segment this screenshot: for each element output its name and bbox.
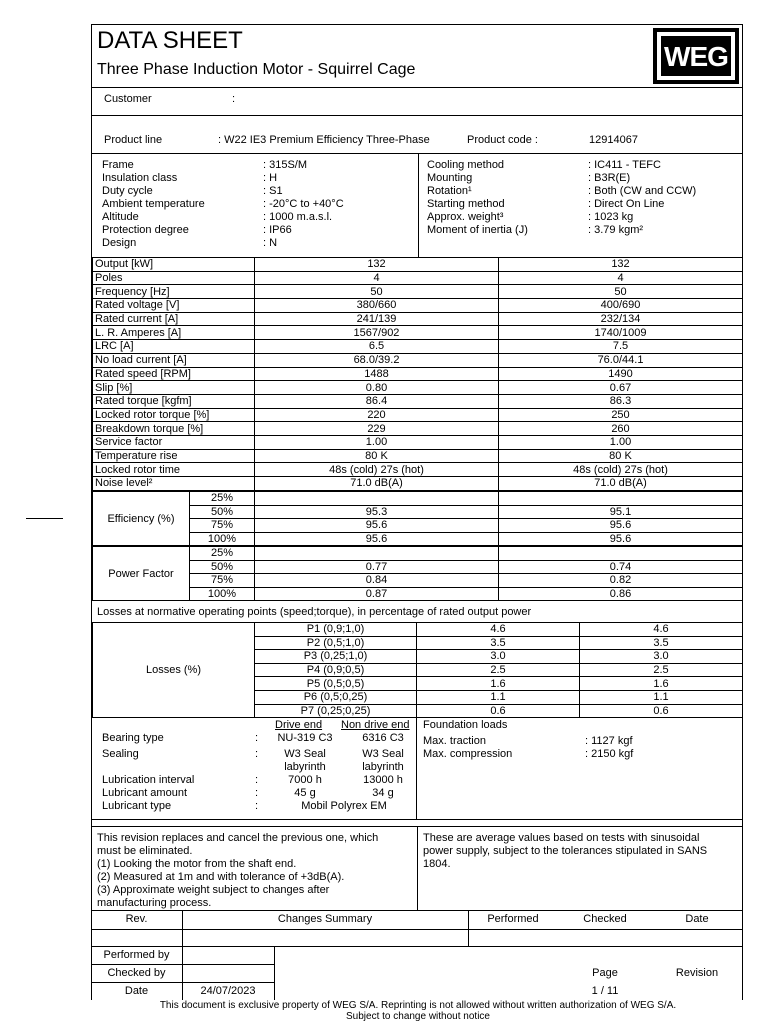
performance-row xyxy=(93,394,743,408)
power-factor-table xyxy=(92,546,743,601)
losses-label: Losses (%) xyxy=(93,623,255,718)
performance-label: No load current [A] xyxy=(93,353,255,367)
product-code-value: 12914067 xyxy=(589,134,638,146)
spec-value: : B3R(E) xyxy=(588,172,631,184)
performance-row xyxy=(93,285,743,299)
performance-value: 80 K xyxy=(255,449,499,463)
efficiency-label: Efficiency (%) xyxy=(93,492,190,546)
performance-row xyxy=(93,408,743,422)
spec-label: Insulation class xyxy=(102,172,178,184)
loss-point: P6 (0,5;0,25) xyxy=(255,690,417,704)
performed-header: Performed xyxy=(487,913,539,925)
bearing-de: NU-319 C3 xyxy=(277,732,333,744)
spec-value: : 3.79 kgm² xyxy=(588,224,644,236)
performance-label: Rated voltage [V] xyxy=(93,299,255,313)
loss-point: P1 (0,9;1,0) xyxy=(255,623,417,637)
load-label: 25% xyxy=(190,492,255,506)
lub-interval-label: Lubrication interval xyxy=(102,774,195,786)
performed-by-label: Performed by xyxy=(103,949,170,961)
performance-value: 1.00 xyxy=(499,435,743,449)
performance-row xyxy=(93,312,743,326)
loss-value: 0.6 xyxy=(417,704,580,718)
spec-label: Starting method xyxy=(427,198,505,210)
colon: : xyxy=(255,748,259,760)
efficiency-value: 95.1 xyxy=(499,505,743,519)
lub-type-label: Lubricant type xyxy=(102,800,172,812)
loss-value: 4.6 xyxy=(580,623,743,637)
performance-label: Temperature rise xyxy=(93,449,255,463)
logo-text: WEG xyxy=(664,41,728,72)
efficiency-value: 95.6 xyxy=(255,532,499,546)
note-line: manufacturing process. xyxy=(97,897,212,909)
performance-table xyxy=(92,257,743,491)
spec-label: Protection degree xyxy=(102,224,189,236)
date-header: Date xyxy=(685,913,709,925)
margin-mark xyxy=(26,518,63,519)
lub-amount-nde: 34 g xyxy=(372,787,394,799)
performance-value: 50 xyxy=(255,285,499,299)
efficiency-table xyxy=(92,491,743,546)
performance-value: 220 xyxy=(255,408,499,422)
performance-value: 48s (cold) 27s (hot) xyxy=(499,463,743,477)
product-line-label: Product line xyxy=(104,134,163,146)
loss-point: P4 (0,9;0,5) xyxy=(255,663,417,677)
customer-sep: : xyxy=(232,93,236,105)
date-label: Date xyxy=(124,985,149,997)
lub-amount-de: 45 g xyxy=(294,787,316,799)
performance-value: 1740/1009 xyxy=(499,326,743,340)
performance-row xyxy=(93,353,743,367)
performance-label: Poles xyxy=(93,271,255,285)
loss-value: 3.5 xyxy=(580,636,743,650)
spec-value: : Both (CW and CCW) xyxy=(588,185,697,197)
loss-value: 3.0 xyxy=(580,650,743,664)
performance-row xyxy=(93,299,743,313)
loss-value: 1.1 xyxy=(580,690,743,704)
spec-label: Rotation¹ xyxy=(427,185,472,197)
performance-row xyxy=(93,435,743,449)
performance-label: Rated speed [RPM] xyxy=(93,367,255,381)
performance-value: 6.5 xyxy=(255,340,499,354)
lub-type: Mobil Polyrex EM xyxy=(301,800,387,812)
load-label: 50% xyxy=(190,560,255,574)
performance-row xyxy=(93,340,743,354)
colon: : xyxy=(255,732,259,744)
performance-value: 0.67 xyxy=(499,381,743,395)
loss-value: 1.1 xyxy=(417,690,580,704)
performance-value: 132 xyxy=(255,258,499,272)
revision-label: Revision xyxy=(675,967,719,979)
performance-label: Slip [%] xyxy=(93,381,255,395)
load-label: 75% xyxy=(190,519,255,533)
performance-label: Locked rotor time xyxy=(93,463,255,477)
spec-label: Duty cycle xyxy=(102,185,153,197)
loss-value: 0.6 xyxy=(580,704,743,718)
product-code-label: Product code : xyxy=(467,134,538,146)
loss-point: P7 (0,25;0,25) xyxy=(255,704,417,718)
loss-value: 4.6 xyxy=(417,623,580,637)
performance-value: 1567/902 xyxy=(255,326,499,340)
sealing-label: Sealing xyxy=(102,748,139,760)
colon: : xyxy=(255,800,259,812)
foundation-title: Foundation loads xyxy=(423,719,508,731)
performance-value: 1488 xyxy=(255,367,499,381)
performance-value: 7.5 xyxy=(499,340,743,354)
page-subtitle: Three Phase Induction Motor - Squirrel Cage xyxy=(97,61,416,78)
performance-value: 71.0 dB(A) xyxy=(255,477,499,491)
performance-value: 86.4 xyxy=(255,394,499,408)
spec-label: Approx. weight³ xyxy=(427,211,504,223)
spec-label: Cooling method xyxy=(427,159,505,171)
pf-value: 0.87 xyxy=(255,587,499,601)
efficiency-value: 95.3 xyxy=(255,505,499,519)
performance-label: Service factor xyxy=(93,435,255,449)
date-value: 24/07/2023 xyxy=(200,985,256,997)
loss-value: 3.5 xyxy=(417,636,580,650)
loss-point: P2 (0,5;1,0) xyxy=(255,636,417,650)
performance-label: Rated torque [kgfm] xyxy=(93,394,255,408)
performance-value: 48s (cold) 27s (hot) xyxy=(255,463,499,477)
lub-interval-nde: 13000 h xyxy=(363,774,403,786)
pf-value: 0.82 xyxy=(499,574,743,588)
performance-value: 71.0 dB(A) xyxy=(499,477,743,491)
power-factor-label: Power Factor xyxy=(93,547,190,601)
spec-label: Frame xyxy=(102,159,134,171)
spec-value: : H xyxy=(263,172,278,184)
performance-value: 380/660 xyxy=(255,299,499,313)
customer-label: Customer xyxy=(104,93,152,105)
performance-value: 86.3 xyxy=(499,394,743,408)
sealing-de-1: W3 Seal xyxy=(284,748,326,760)
spec-value: : 1023 kg xyxy=(588,211,634,223)
performance-value: 4 xyxy=(499,271,743,285)
performance-label: L. R. Amperes [A] xyxy=(93,326,255,340)
losses-table xyxy=(92,622,743,718)
spec-label: Ambient temperature xyxy=(102,198,205,210)
spec-value: : S1 xyxy=(263,185,283,197)
sealing-nde-1: W3 Seal xyxy=(362,748,404,760)
performance-value: 260 xyxy=(499,422,743,436)
compression-label: Max. compression xyxy=(423,748,513,760)
efficiency-value: 95.6 xyxy=(499,532,743,546)
performance-label: Output [kW] xyxy=(93,258,255,272)
load-label: 25% xyxy=(190,547,255,561)
load-label: 75% xyxy=(190,574,255,588)
note-line: This revision replaces and cancel the previous one, which xyxy=(97,832,379,844)
changes-header: Changes Summary xyxy=(277,913,373,925)
performance-value: 0.80 xyxy=(255,381,499,395)
note-line: (3) Approximate weight subject to changes after xyxy=(97,884,330,896)
performance-label: Frequency [Hz] xyxy=(93,285,255,299)
performance-row xyxy=(93,449,743,463)
product-line-value: : W22 IE3 Premium Efficiency Three-Phase xyxy=(218,134,430,146)
performance-value: 1490 xyxy=(499,367,743,381)
loss-point: P3 (0,25;1,0) xyxy=(255,650,417,664)
note-line: (2) Measured at 1m and with tolerance of +3dB(A). xyxy=(97,871,345,883)
pf-value: 0.77 xyxy=(255,560,499,574)
performance-row xyxy=(93,381,743,395)
drive-end-header: Drive end xyxy=(275,719,323,731)
pf-value: 0.74 xyxy=(499,560,743,574)
spec-value: : IP66 xyxy=(263,224,292,236)
load-label: 100% xyxy=(190,532,255,546)
non-drive-end-header: Non drive end xyxy=(341,719,410,731)
bearing-nde: 6316 C3 xyxy=(362,732,404,744)
lub-interval-de: 7000 h xyxy=(288,774,322,786)
performance-value: 50 xyxy=(499,285,743,299)
performance-label: LRC [A] xyxy=(93,340,255,354)
performance-value: 400/690 xyxy=(499,299,743,313)
page-label: Page xyxy=(592,967,618,979)
performance-label: Noise level² xyxy=(93,477,255,491)
note-line: These are average values based on tests with sinusoidal xyxy=(423,832,700,844)
spec-label: Design xyxy=(102,237,137,249)
performance-value: 132 xyxy=(499,258,743,272)
performance-value: 1.00 xyxy=(255,435,499,449)
loss-value: 2.5 xyxy=(580,663,743,677)
spec-value: : -20°C to +40°C xyxy=(263,198,344,210)
performance-label: Rated current [A] xyxy=(93,312,255,326)
performance-row xyxy=(93,258,743,272)
pf-value: 0.84 xyxy=(255,574,499,588)
sealing-de-2: labyrinth xyxy=(284,761,326,773)
spec-value: : Direct On Line xyxy=(588,198,665,210)
spec-label: Altitude xyxy=(102,211,139,223)
performance-row xyxy=(93,326,743,340)
rev-header: Rev. xyxy=(125,913,148,925)
efficiency-value: 95.6 xyxy=(255,519,499,533)
performance-value: 241/139 xyxy=(255,312,499,326)
performance-value: 4 xyxy=(255,271,499,285)
traction-label: Max. traction xyxy=(423,735,486,747)
pf-value xyxy=(255,547,499,561)
performance-value: 232/134 xyxy=(499,312,743,326)
pf-value: 0.86 xyxy=(499,587,743,601)
pf-value xyxy=(499,547,743,561)
spec-label: Mounting xyxy=(427,172,473,184)
loss-value: 1.6 xyxy=(417,677,580,691)
performance-row xyxy=(93,367,743,381)
colon: : xyxy=(255,787,259,799)
note-line: (1) Looking the motor from the shaft end. xyxy=(97,858,297,870)
performance-label: Breakdown torque [%] xyxy=(93,422,255,436)
note-line: power supply, subject to the tolerances stipulated in SANS xyxy=(423,845,708,857)
performance-value: 80 K xyxy=(499,449,743,463)
page-value: 1 / 11 xyxy=(591,985,619,997)
footer-line-2: Subject to change without notice xyxy=(346,1011,490,1022)
losses-title: Losses at normative operating points (speed;torque), in percentage of rated output power xyxy=(97,606,532,618)
loss-value: 3.0 xyxy=(417,650,580,664)
loss-value: 2.5 xyxy=(417,663,580,677)
performance-row xyxy=(93,477,743,491)
spec-value: : 1000 m.a.s.l. xyxy=(263,211,333,223)
loss-point: P5 (0,5;0,5) xyxy=(255,677,417,691)
performance-row xyxy=(93,463,743,477)
performance-value: 76.0/44.1 xyxy=(499,353,743,367)
lub-amount-label: Lubricant amount xyxy=(102,787,187,799)
load-label: 50% xyxy=(190,505,255,519)
bearing-type-label: Bearing type xyxy=(102,732,164,744)
colon: : xyxy=(255,774,259,786)
load-label: 100% xyxy=(190,587,255,601)
efficiency-value: 95.6 xyxy=(499,519,743,533)
performance-value: 229 xyxy=(255,422,499,436)
spec-value: : 315S/M xyxy=(263,159,308,171)
weg-logo xyxy=(653,28,739,84)
performance-row xyxy=(93,422,743,436)
sealing-nde-2: labyrinth xyxy=(362,761,404,773)
compression-value: : 2150 kgf xyxy=(585,748,634,760)
loss-value: 1.6 xyxy=(580,677,743,691)
efficiency-value xyxy=(255,492,499,506)
efficiency-value xyxy=(499,492,743,506)
note-line: must be eliminated. xyxy=(97,845,193,857)
spec-value: : IC411 - TEFC xyxy=(588,159,661,171)
checked-by-label: Checked by xyxy=(107,967,166,979)
performance-row xyxy=(93,271,743,285)
spec-label: Moment of inertia (J) xyxy=(427,224,528,236)
checked-header: Checked xyxy=(583,913,627,925)
note-line: 1804. xyxy=(423,858,451,870)
spec-value: : N xyxy=(263,237,278,249)
page-title: DATA SHEET xyxy=(97,27,243,54)
performance-value: 68.0/39.2 xyxy=(255,353,499,367)
performance-value: 250 xyxy=(499,408,743,422)
traction-value: : 1127 kgf xyxy=(585,735,633,747)
performance-label: Locked rotor torque [%] xyxy=(93,408,255,422)
footer-line-1: This document is exclusive property of WEG S/A. Reprinting is not allowed without written authorization of WEG S/A. xyxy=(159,1000,677,1011)
